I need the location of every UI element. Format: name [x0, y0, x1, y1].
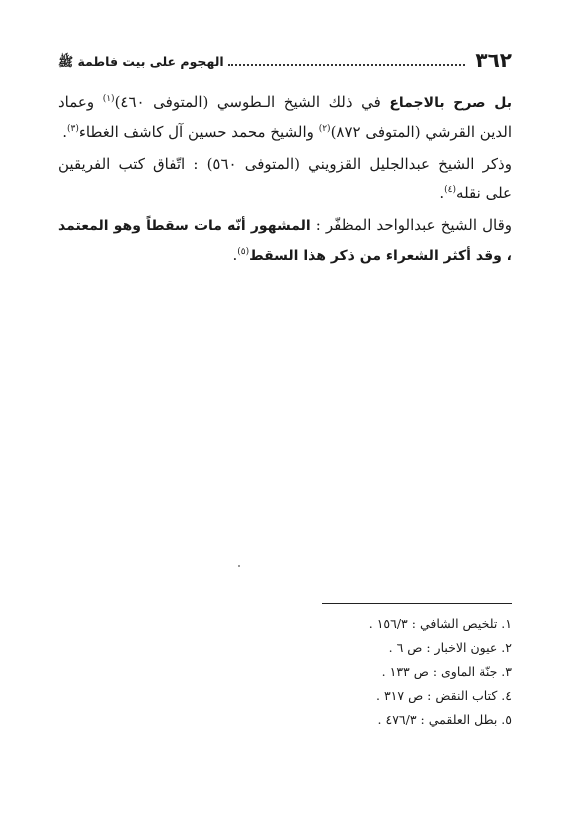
- bold-phrase: بل صرح بالاجماع: [389, 95, 512, 111]
- text-run: وعماد الدين القرشي (المتوفى ٨٧٢): [58, 93, 512, 141]
- footnote-marker: (٢): [318, 124, 331, 134]
- footnote-item: ٤. كتاب النقض : ص ٣١٧ .: [376, 688, 512, 703]
- text-run: والشيخ محمد حسين آل كاشف الغطاء: [78, 123, 319, 141]
- stray-mark: [238, 565, 240, 567]
- footnote-marker: (١): [102, 94, 115, 104]
- text-run: وقال الشيخ عبدالواحد المظفّر :: [310, 216, 512, 234]
- footnote-marker: (٣): [66, 124, 79, 134]
- page-number: ٣٦٢: [475, 48, 512, 72]
- text-run: .: [439, 184, 445, 202]
- header-dotted-leader: [228, 64, 466, 66]
- footnote-marker: (٤): [444, 185, 457, 195]
- text-run: وذكر الشيخ عبدالجليل القزويني (المتوفى ٥٦٠) : اتّفاق كتب الفريقين على نقله: [58, 155, 512, 202]
- footnotes: [180, 612, 512, 732]
- text-run: .: [62, 123, 67, 141]
- footnote-item: ٢. عيون الاخبار : ص ٦ .: [388, 640, 512, 655]
- footnote-item: ١. تلخيص الشافي : ١٥٦/٣ .: [368, 616, 512, 631]
- body-text: [58, 88, 512, 274]
- footnote-separator: [322, 603, 512, 604]
- footnote-item: ٥. بطل العلقمي : ٤٧٦/٣ .: [377, 712, 512, 727]
- paragraph-3: [58, 211, 512, 271]
- running-title: الهجوم على بيت فاطمة ﷺ: [58, 54, 224, 69]
- footnote-marker: (٥): [237, 247, 250, 257]
- text-run: .: [232, 246, 238, 264]
- bold-quote: المشهور أنّه مات سقطاً وهو المعتمد ، وقد أكثر الشعراء من ذكر هذا السقط: [58, 218, 512, 264]
- text-run: في ذلك الشيخ الـطوسي (المتوفى ٤٦٠): [114, 93, 390, 111]
- footnote-item: ٣. جنّة الماوى : ص ١٣٣ .: [381, 664, 512, 679]
- paragraph-2: [58, 150, 512, 208]
- page-header: [58, 44, 512, 72]
- paragraph-1: [58, 88, 512, 147]
